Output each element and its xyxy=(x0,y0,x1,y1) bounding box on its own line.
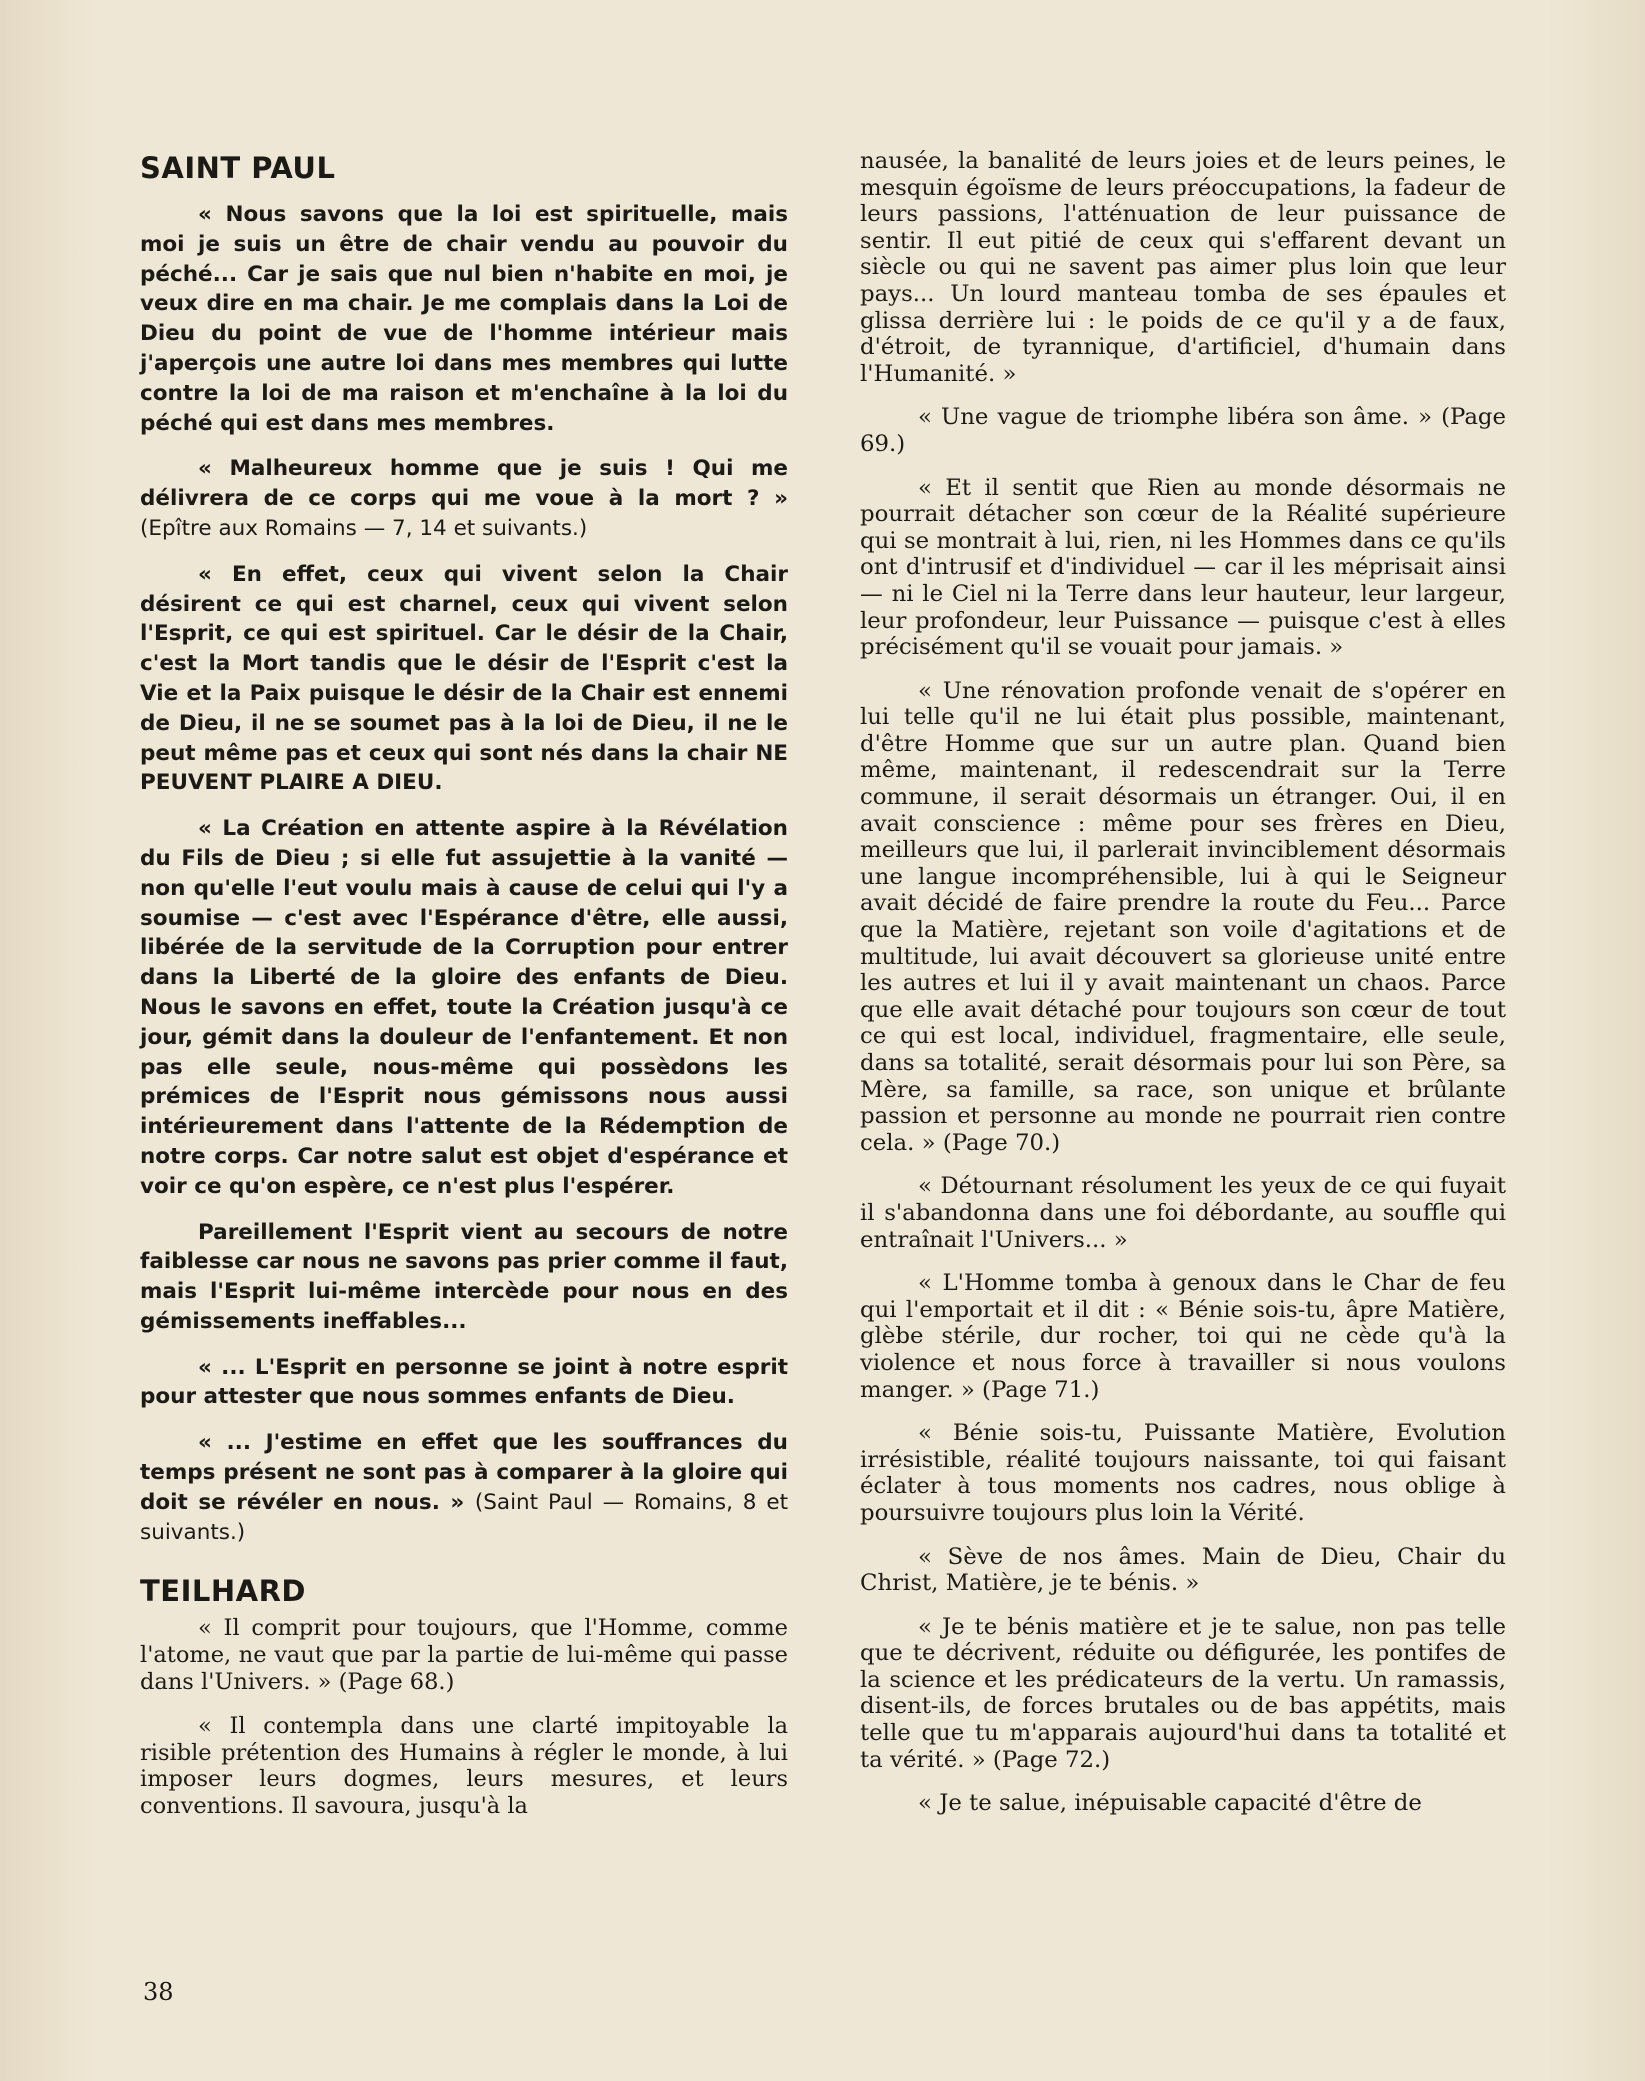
paragraph: « La Création en attente aspire à la Révélation du Fils de Dieu ; si elle fut assujettie à la vanité — non qu'elle l'eut voulu mais à cause de celui qui l'y a soumise — c'est avec l'Espérance d'être, elle aussi, libérée de la servitude de la Corruption pour entrer dans la Liberté de la gloire des enfants de Dieu. Nous le savons en effet, toute la Création jusqu'à ce jour, gémit dans la douleur de l'enfantement. Et non pas elle seule, nous-même qui possèdons les prémices de l'Esprit nous gémissons nous aussi intérieurement dans l'attente de la Rédemption de notre corps. Car notre salut est objet d'espérance et voir ce qu'on espère, ce n'est plus l'espérer. xyxy=(140,816,788,1199)
paragraph xyxy=(140,454,788,543)
paragraph: Pareillement l'Esprit vient au secours de notre faiblesse car nous ne savons pas prier comme il faut, mais l'Esprit lui-même intercède pour nous en des gémissements ineffables... xyxy=(140,1219,788,1334)
left-column xyxy=(140,150,788,1838)
quote-text: « En effet, ceux qui vivent selon la Chair désirent ce qui est charnel, ceux qui vivent selon l'Esprit, ce qui est spirituel. Car le désir de la Chair, c'est la Mort tandis que le désir de l'Esprit c'est la Vie et la Paix puisque le désir de la Chair est ennemi de Dieu, il ne se soumet pas à la loi de Dieu, il ne le peut même pas et ceux qui sont nés dans la chair xyxy=(140,561,788,766)
paragraph: « Il contempla dans une clarté impitoyable la risible prétention des Humains à régler le monde, à lui imposer leurs dogmes, leurs mesures, et leurs conventions. Il savoura, jusqu'à la xyxy=(140,1713,788,1820)
paragraph: « Je te bénis matière et je te salue, non pas telle que te décrivent, réduite ou défigurée, les pontifes de la science et les prédicateurs de la vertu. Un ramassis, disent-ils, de forces brutales ou de bas appétits, mais telle que tu m'apparais aujourd'hui dans ta totalité et ta vérité. » (Page 72.) xyxy=(860,1613,1506,1773)
reference: (Saint Paul — Romains, 8 et suivants.) xyxy=(140,1489,788,1545)
section-heading-teilhard: TEILHARD xyxy=(140,1574,306,1609)
page-number: 38 xyxy=(143,1978,174,2006)
saint-paul-section xyxy=(140,150,788,1547)
paragraph: « Une rénovation profonde venait de s'opérer en lui telle qu'il ne lui était plus possible, maintenant, d'être Homme que sur un autre plan. Quand bien même, maintenant, il redescendrait sur la Terre commune, il serait désormais un étranger. Oui, il en avait conscience : même pour ses frères en Dieu, meilleurs que lui, il parlerait invinciblement désormais une langue incompréhensible, lui à qui le Seigneur avait décidé de faire prendre la route du Feu... Parce que la Matière, rejetant son voile d'agitations et de multitude, lui avait découvert sa glorieuse unité entre les autres et lui il y avait maintenant un chaos. Parce que elle avait détaché pour toujours son cœur de tout ce qui est local, individuel, fragmentaire, elle seule, dans sa totalité, serait désormais pour lui son Père, sa Mère, sa famille, sa race, son unique et brûlante passion et personne au monde ne pourrait rien contre cela. » (Page 70.) xyxy=(860,677,1506,1156)
paragraph: « Je te salue, inépuisable capacité d'être de xyxy=(918,1790,1422,1817)
paragraph: « L'Homme tomba à genoux dans le Char de feu qui l'emportait et il dit : « Bénie sois-tu, âpre Matière, glèbe stérile, dur rocher, toi qui ne cède qu'à la violence et nous force à travailler si nous voulons manger. » (Page 71.) xyxy=(860,1270,1506,1403)
paragraph-continued: nausée, la banalité de leurs joies et de leurs peines, le mesquin égoïsme de leurs préoccupations, la fadeur de leurs passions, l'atténuation de leur puissance de sentir. Il eut pitié de ceux qui s'effarent devant un siècle ou qui ne savent pas aimer plus loin que leur pays... Un lourd manteau tomba de ses épaules et glissa derrière lui : le poids de ce qu'il y a de faux, d'étroit, de tyrannique, d'artificiel, d'humain dans l'Humanité. » xyxy=(860,148,1506,387)
paragraph: « Il comprit pour toujours, que l'Homme, comme l'atome, ne vaut que par la partie de lui-même qui passe dans l'Univers. » (Page 68.) xyxy=(140,1615,788,1695)
paragraph: « Bénie sois-tu, Puissante Matière, Evolution irrésistible, réalité toujours naissante, toi qui faisant éclater à tous moments nos cadres, nous oblige à poursuivre toujours plus loin la Vérité. xyxy=(860,1420,1506,1526)
right-column xyxy=(860,148,1506,1834)
paragraph xyxy=(140,560,788,798)
reference: (Epître aux Romains — 7, 14 et suivants.) xyxy=(140,515,588,541)
paragraph: « Une vague de triomphe libéra son âme. » (Page 69.) xyxy=(860,404,1506,457)
quote-text: « Malheureux homme que je suis ! Qui me délivrera de ce corps qui me voue à la mort ? » xyxy=(140,456,788,512)
paragraph: « Détournant résolument les yeux de ce qui fuyait il s'abandonna dans une foi débordante, au souffle qui entraînait l'Univers... » xyxy=(860,1173,1506,1253)
paragraph: « Et il sentit que Rien au monde désormais ne pourrait détacher son cœur de la Réalité supérieure qui se montrait à lui, rien, ni les Hommes dans ce qu'ils ont d'intrusif et d'individuel — car il les méprisait ainsi — ni le Ciel ni la Terre dans leur hauteur, leur largeur, leur profondeur, leur Puissance — puisque c'est à elles précisément qu'il se vouait pour jamais. » xyxy=(860,474,1506,661)
section-heading-saint-paul: SAINT PAUL xyxy=(140,151,336,185)
paragraph xyxy=(140,1428,788,1547)
paragraph: « ... L'Esprit en personne se joint à notre esprit pour attester que nous sommes enfants de Dieu. xyxy=(140,1354,788,1410)
quote-text: « ... J'estime en effet que les souffrances du temps présent ne sont pas à comparer à la gloire qui doit se révéler en nous. » xyxy=(140,1430,788,1515)
paragraph: « Sève de nos âmes. Main de Dieu, Chair du Christ, Matière, je te bénis. » xyxy=(860,1543,1506,1597)
teilhard-section xyxy=(140,1573,788,1819)
caps-text: NE PEUVENT PLAIRE A DIEU. xyxy=(140,740,788,796)
paragraph: « Nous savons que la loi est spirituelle, mais moi je suis un être de chair vendu au pouvoir du péché... Car je sais que nul bien n'habite en moi, je veux dire en ma chair. Je me complais dans la Loi de Dieu du point de vue de l'homme intérieur mais j'aperçois une autre loi dans mes membres qui lutte contre la loi de ma raison et m'enchaîne à la loi du péché qui est dans mes membres. xyxy=(140,202,788,436)
